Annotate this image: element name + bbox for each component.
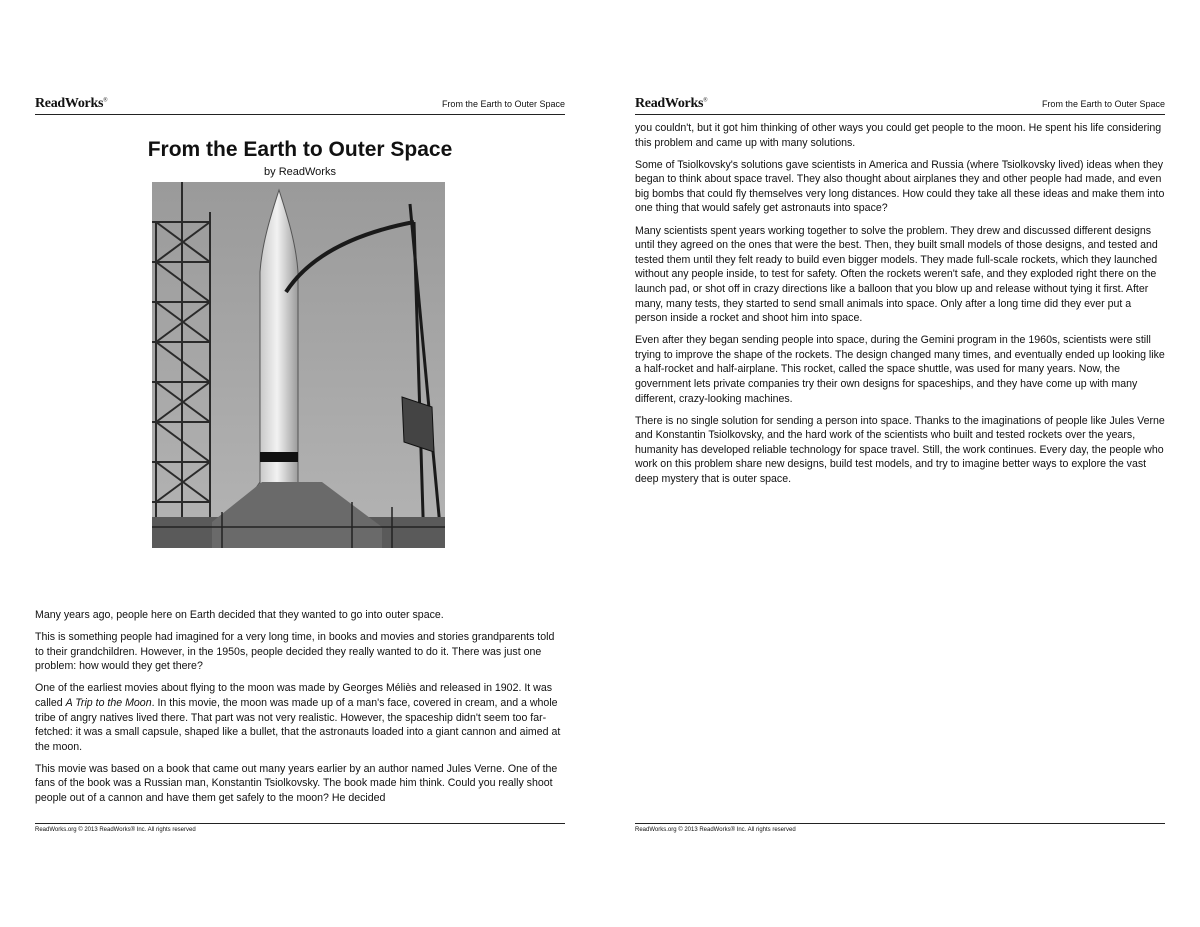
paragraph: There is no single solution for sending a person into space. Thanks to the imaginations of people like Jules Verne and Konstantin Tsiolkovsky, and the hard work of the scientists who built and tested rockets over the years, humanity has developed reliable technology for space travel. Still, the work continues. Every day, the people who work on this problem share new designs, build test models, and try to imagine better ways to explore the vast deep mystery that is outer space.	[635, 414, 1165, 486]
paragraph: Many years ago, people here on Earth decided that they wanted to go into outer space.	[35, 609, 444, 621]
paragraph: Some of Tsiolkovsky's solutions gave scientists in America and Russia (where Tsiolkovsky lived) ideas when they began to think about space travel. They also thought about airplanes they and other people had made, and even big bombs that could fly themselves very long distances. How could they take all these ideas and make them into one thing that would safely get astronauts into space?	[635, 158, 1165, 215]
movie-title: A Trip to the Moon	[65, 696, 152, 709]
page-footer: ReadWorks.org © 2013 ReadWorks® Inc. All rights reserved	[635, 823, 1165, 833]
page-footer: ReadWorks.org © 2013 ReadWorks® Inc. All rights reserved	[35, 823, 565, 833]
page-2	[635, 0, 1165, 927]
article-byline: by ReadWorks	[264, 166, 336, 178]
paragraph: This movie was based on a book that came out many years earlier by an author named Jules Verne. One of the fans of the book was a Russian man, Konstantin Tsiolkovsky. The book made him think. Could you really shoot people out of a cannon and have them get safely to the moon? He decided	[35, 762, 558, 805]
article-body-page2	[635, 121, 1165, 494]
paragraph: One of the earliest movies about flying to the moon was made by Georges Méliès and released in 1902. It was called A Trip to the Moon. In this movie, the moon was made up of a man's face, covered in cream, and a whole tribe of angry natives lived there. That part was not very realistic. However, the spaceship didn't seem too far-fetched: it was a small capsule, shaped like a bullet, that the astronauts loaded into a giant cannon and aimed at the moon.	[35, 682, 561, 753]
header-title: From the Earth to Outer Space	[441, 99, 565, 109]
readworks-logo: ReadWorks®	[35, 96, 108, 111]
page-header	[35, 94, 565, 115]
rocket-photo	[152, 182, 445, 548]
header-title: From the Earth to Outer Space	[1041, 99, 1165, 109]
page-header	[635, 94, 1165, 115]
readworks-logo: ReadWorks®	[635, 96, 708, 111]
paragraph: This is something people had imagined for a very long time, in books and movies and stories grandparents told to their grandchildren. However, in the 1950s, people decided they really wanted to do it. There was just one problem: how would they get there?	[35, 631, 555, 673]
paragraph: Many scientists spent years working together to solve the problem. They drew and discussed different designs until they agreed on the ones that were the best. Then, they built small models of those designs, and tested and tested them until they felt ready to build even bigger models. They made full-scale rockets, which they launched without any people inside, to test for safety. Often the rockets weren't safe, and they exploded right there on the launch pad, or shot off in crazy directions like a balloon that you blow up and release without tying it first. After many, many tests, they started to send small animals into space. Only after a long time did they ever put a person inside a rocket and shoot him into space.	[635, 224, 1158, 325]
paragraph: you couldn't, but it got him thinking of other ways you could get people to the moon. He spent his life considering this problem and came up with many solutions.	[635, 122, 1162, 149]
page-1	[35, 0, 565, 927]
article-title: From the Earth to Outer Space	[147, 138, 453, 161]
paragraph: Even after they began sending people into space, during the Gemini program in the 1960s, scientists were still trying to improve the shape of the rockets. The design changed many times, and eventually ended up looking like a half-rocket and half-airplane. This rocket, called the space shuttle, was used for many years. Now, the government lets private companies try their own designs for spaceships, and they have come up with many different, crazy-looking machines.	[635, 334, 1165, 405]
article-body-page1	[35, 608, 565, 813]
